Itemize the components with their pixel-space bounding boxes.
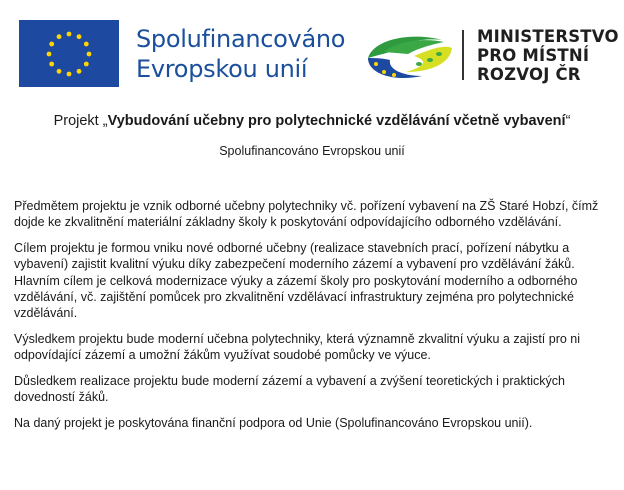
logo-divider bbox=[462, 30, 464, 80]
project-subtitle: Spolufinancováno Evropskou unií bbox=[219, 144, 405, 158]
mmr-label bbox=[477, 27, 619, 84]
eu-cofinanced-label bbox=[136, 24, 345, 84]
mmr-label-line3: ROZVOJ ČR bbox=[477, 65, 581, 84]
title-bold: Vybudování učebny pro polytechnické vzdělávání včetně vybavení bbox=[107, 113, 566, 129]
paragraph-result: Výsledkem projektu bude moderní učebna polytechniky, která významně zkvalitní výuku a zajistí pro ni odpovídající zázemí a umožní žákům využívat soudobé pomůcky ve výuce. bbox=[14, 332, 581, 363]
logo-header bbox=[0, 0, 624, 100]
paragraph-subject: Předmětem projektu je vznik odborné učebny polytechniky vč. pořízení vybavení na ZŠ Staré Hobzí, čímž dojde ke zkvalitnění materiální základny školy k poskytování odpovídajícího odborného vzdělávání. bbox=[14, 199, 599, 230]
project-description bbox=[14, 198, 614, 441]
eu-label-line1: Spolufinancováno bbox=[136, 25, 346, 53]
mmr-emblem-icon bbox=[364, 28, 456, 84]
eu-label-line2: Evropskou unií bbox=[136, 55, 308, 83]
paragraph-goal: Cílem projektu je formou vniku nové odborné učebny (realizace stavebních prací, pořízení nábytku a vybavení) zajistit kvalitní výuku díky zabezpečení moderního zázemí a vybavení pro vzdělávání žáků. Hlavním cílem je celková modernizace výuky a zázemí školy pro poskytování moderního a odborného vzdělávání, vč. zajištění pomůcek pro zkvalitnění vzdělávací infrastruktury zejména pro polytechnické vzdělávání. bbox=[14, 241, 578, 321]
paragraph-consequence: Důsledkem realizace projektu bude moderní zázemí a vybavení a zvýšení teoretických i praktických dovedností žáků. bbox=[14, 374, 565, 405]
title-suffix: “ bbox=[565, 113, 571, 129]
paragraph-funding: Na daný projekt je poskytována finanční podpora od Unie (Spolufinancováno Evropskou unií). bbox=[14, 416, 533, 431]
mmr-label-line2: PRO MÍSTNÍ bbox=[477, 46, 590, 65]
title-prefix: Projekt „ bbox=[53, 113, 108, 129]
eu-flag-icon bbox=[19, 20, 119, 87]
project-title bbox=[0, 113, 624, 129]
mmr-label-line1: MINISTERSTVO bbox=[477, 27, 619, 46]
